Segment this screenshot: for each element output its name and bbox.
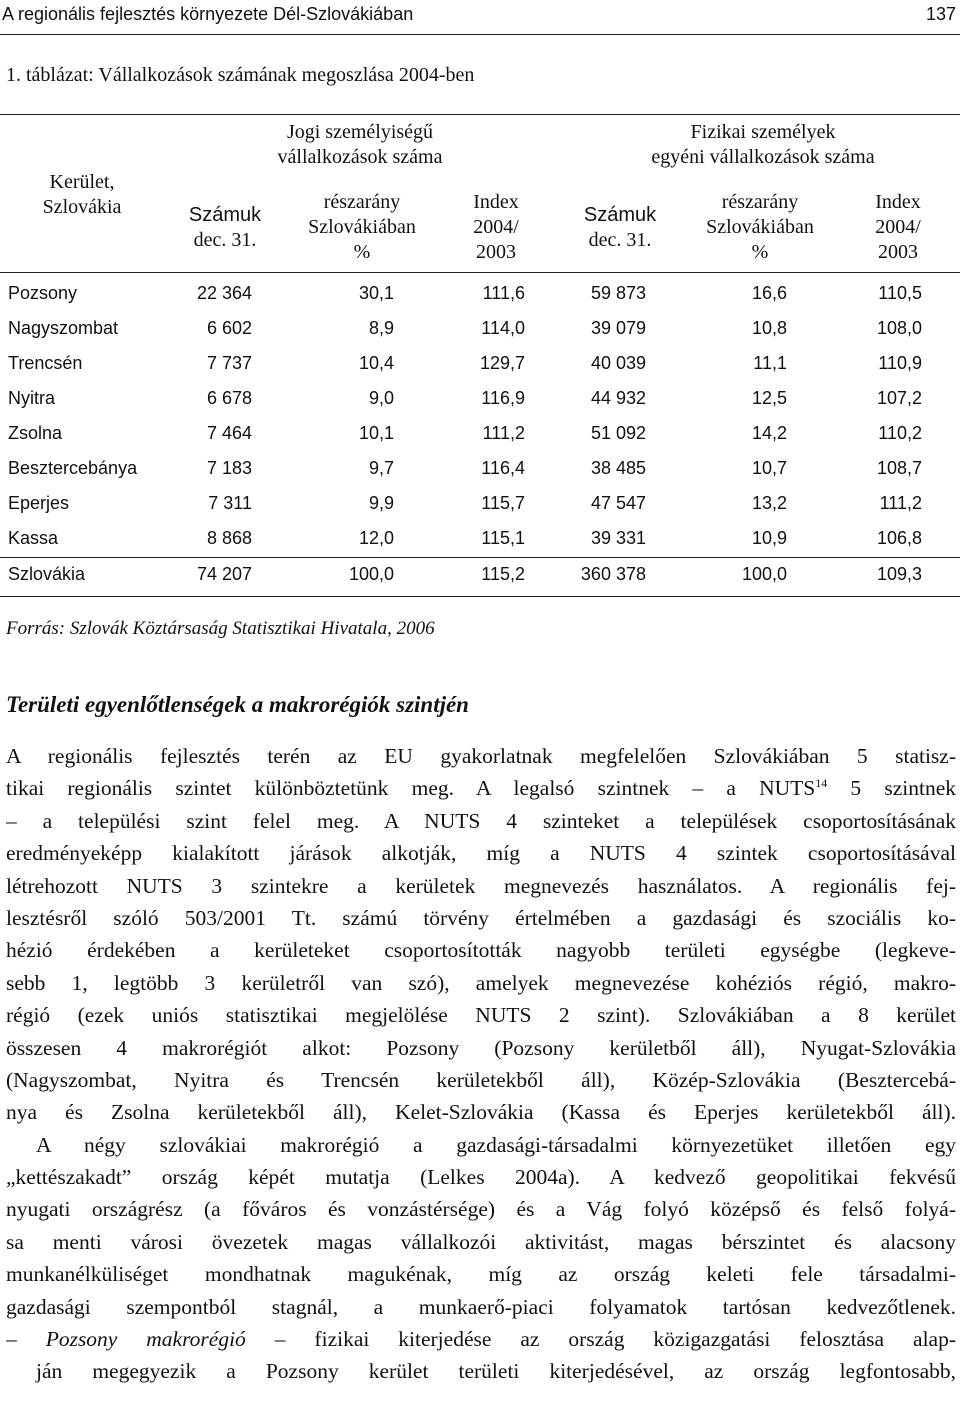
cell-legal-count: 7 183 (206, 458, 252, 478)
cell-physical-share: 10,7 (751, 458, 787, 478)
table-row (0, 522, 960, 557)
cell-legal-share: 9,0 (368, 388, 394, 408)
table-row (0, 452, 960, 487)
cell-district: Nyitra (8, 388, 56, 408)
cell-district: Eperjes (8, 493, 70, 513)
cell-district: Kassa (8, 528, 59, 548)
cell-legal-share: 100,0 (348, 564, 394, 584)
header-count-physical-line2: dec. 31. (588, 229, 652, 251)
body-line: régió (ezek uniós statisztikai megjelölése NUTS 2 szint). Szlovákiában a 8 kerület (6, 1003, 956, 1028)
cell-district: Besztercebánya (8, 458, 138, 478)
cell-legal-index: 115,7 (481, 493, 525, 513)
cell-legal-share: 9,7 (368, 458, 394, 478)
table-total-rule (0, 557, 960, 558)
body-text (6, 740, 956, 1388)
cell-legal-count: 74 207 (196, 564, 252, 584)
cell-legal-count: 8 868 (206, 528, 252, 548)
body-line: hézió érdekében a kerületeket csoportosították nagyobb területi egységbe (legkeve- (6, 938, 956, 963)
table-row (0, 487, 960, 522)
cell-physical-count: 39 079 (590, 318, 646, 338)
cell-legal-count: 7 737 (206, 353, 252, 373)
cell-physical-index: 110,9 (878, 353, 922, 373)
cell-physical-share: 16,6 (751, 283, 787, 303)
body-line-with-footnote (6, 772, 956, 804)
header-share-legal-line1: részarány (323, 191, 401, 213)
table-row (0, 277, 960, 312)
cell-physical-share: 11,1 (753, 353, 787, 373)
cell-physical-index: 110,2 (878, 423, 922, 443)
cell-legal-share: 30,1 (358, 283, 394, 303)
body-line: nya és Zsolna kerületekből áll), Kelet-Szlovákia (Kassa és Eperjes kerületekből áll). (6, 1100, 956, 1125)
header-index-legal-line3: 2003 (476, 241, 516, 263)
cell-district: Szlovákia (8, 564, 86, 584)
body-line-part: – fizikai kiterjedése az ország közigazgatási felosztása alap- (245, 1327, 956, 1352)
body-line-italic: Pozsony makrorégió (45, 1327, 246, 1352)
body-line-part: tikai regionális szintet különböztetünk meg. A legalsó szintnek – a NUTS (6, 776, 816, 801)
header-count-physical-line1: Számuk (583, 204, 657, 226)
body-line-part: – (6, 1327, 46, 1352)
cell-legal-index: 111,6 (482, 283, 525, 303)
table-row (0, 382, 960, 417)
body-line: sebb 1, legtöbb 3 kerületről van szó), amelyek megnevezése kohéziós régió, makro- (6, 970, 956, 995)
cell-physical-count: 39 331 (590, 528, 646, 548)
body-line: eredményeképp kialakított járások alkotják, míg a NUTS 4 szintek csoportosításával (6, 841, 956, 866)
cell-physical-index: 107,2 (876, 388, 922, 408)
cell-physical-count: 51 092 (590, 423, 646, 443)
header-legal-line1: Jogi személyiségű (286, 121, 434, 143)
header-index-legal-line1: Index (473, 191, 519, 213)
body-line: „kettészakadt” ország képét mutatja (Lelkes 2004a). A kedvező geopolitikai fekvésű (6, 1165, 956, 1190)
cell-legal-share: 10,4 (358, 353, 394, 373)
body-line-italic-start (6, 1323, 956, 1355)
cell-physical-share: 13,2 (751, 493, 787, 513)
header-district-line1: Kerület, (49, 171, 115, 193)
cell-physical-index: 109,3 (876, 564, 922, 584)
header-share-legal (282, 190, 442, 265)
cell-physical-count: 59 873 (590, 283, 646, 303)
body-line: sa menti városi övezetek magas vállalkozói aktivitást, magas bérszintet és alacsony (6, 1229, 956, 1254)
header-index-physical-line3: 2003 (878, 241, 918, 263)
cell-legal-count: 6 602 (206, 318, 252, 338)
header-index-legal-line2: 2004/ (473, 216, 519, 238)
cell-physical-index: 108,7 (876, 458, 922, 478)
header-index-physical-line1: Index (875, 191, 921, 213)
cell-physical-count: 47 547 (590, 493, 646, 513)
cell-physical-count: 44 932 (590, 388, 646, 408)
cell-legal-share: 12,0 (358, 528, 394, 548)
header-count-legal (170, 203, 280, 253)
header-index-physical (848, 190, 948, 265)
header-share-physical-line2: Szlovákiában (706, 216, 814, 238)
cell-legal-share: 10,1 (358, 423, 394, 443)
body-line: A négy szlovákiai makrorégió a gazdasági-társadalmi környezetüket illetően egy (36, 1132, 956, 1157)
header-count-legal-line2: dec. 31. (193, 229, 257, 251)
cell-physical-index: 108,0 (876, 318, 922, 338)
cell-physical-share: 100,0 (741, 564, 787, 584)
footnote-ref: 14 (815, 776, 828, 791)
header-count-physical (560, 203, 680, 253)
body-line: munkanélküliséget mondhatnak magukénak, míg az ország keleti fele társadalmi- (6, 1262, 956, 1287)
cell-physical-index: 106,8 (876, 528, 922, 548)
page-number: 137 (925, 4, 956, 24)
header-district (12, 170, 152, 220)
header-share-legal-line2: Szlovákiában (308, 216, 416, 238)
header-index-legal (446, 190, 546, 265)
cell-legal-index: 116,9 (481, 388, 525, 408)
body-line: gazdasági szempontból stagnál, a munkaerő-piaci folyamatok tartósan kedvezőtlenek. (6, 1294, 956, 1319)
header-share-physical (680, 190, 840, 265)
cell-legal-index: 115,1 (481, 528, 525, 548)
header-count-legal-line1: Számuk (188, 204, 262, 226)
table-bottom-rule (0, 596, 960, 597)
cell-legal-index: 116,4 (481, 458, 525, 478)
body-line: – a települési szint felel meg. A NUTS 4 szinteket a települések csoportosításának (6, 808, 956, 833)
header-index-physical-line2: 2004/ (875, 216, 921, 238)
body-line: nyugati országrész (a főváros és vonzástérsége) és a Vág folyó középső és felső folyá- (6, 1197, 956, 1222)
cell-district: Pozsony (8, 283, 78, 303)
table-row-total (0, 558, 960, 593)
cell-legal-index: 114,0 (481, 318, 525, 338)
cell-physical-count: 38 485 (590, 458, 646, 478)
header-physical-line1: Fizikai személyek (690, 121, 836, 143)
cell-legal-count: 7 464 (206, 423, 252, 443)
cell-physical-count: 360 378 (580, 564, 646, 584)
cell-legal-index: 111,2 (482, 423, 525, 443)
table-source: Forrás: Szlovák Köztársaság Statisztikai Hivatala, 2006 (6, 618, 435, 639)
header-legal-line2: vállalkozások száma (277, 146, 443, 168)
table-title: 1. táblázat: Vállalkozások számának megoszlása 2004-ben (6, 64, 475, 86)
header-physical-line2: egyéni vállalkozások száma (651, 146, 875, 168)
cell-legal-index: 115,2 (481, 564, 525, 584)
body-line: (Nagyszombat, Nyitra és Trencsén kerületekből áll), Közép-Szlovákia (Besztercebá- (6, 1067, 956, 1092)
cell-legal-share: 9,9 (368, 493, 394, 513)
header-share-legal-line3: % (353, 241, 371, 263)
table-row (0, 347, 960, 382)
body-line: A regionális fejlesztés terén az EU gyakorlatnak megfelelően Szlovákiában 5 statisz- (6, 744, 956, 768)
header-physical-group (608, 120, 918, 170)
cell-legal-count: 22 364 (196, 283, 252, 303)
header-district-line2: Szlovákia (42, 196, 122, 218)
cell-physical-share: 10,9 (751, 528, 787, 548)
running-head (2, 4, 956, 26)
cell-district: Trencsén (8, 353, 83, 373)
running-head-title: A regionális fejlesztés környezete Dél-Szlovákiában (2, 4, 414, 24)
cell-physical-share: 14,2 (751, 423, 787, 443)
header-share-physical-line1: részarány (721, 191, 799, 213)
cell-district: Nagyszombat (8, 318, 119, 338)
cell-district: Zsolna (8, 423, 63, 443)
body-line: létrehozott NUTS 3 szintekre a kerületek megnevezés használatos. A regionális fej- (6, 873, 956, 898)
cell-physical-share: 12,5 (751, 388, 787, 408)
cell-legal-count: 7 311 (208, 493, 252, 513)
body-line-part: 5 szintnek (827, 776, 956, 801)
header-legal-group (240, 120, 480, 170)
header-rule (0, 34, 960, 35)
cell-physical-index: 110,5 (878, 283, 922, 303)
body-line: ján megegyezik a Pozsony kerület területi kiterjedésével, az ország legfontosabb, (36, 1359, 956, 1384)
cell-legal-index: 129,7 (479, 353, 525, 373)
table-top-rule (0, 114, 960, 115)
cell-physical-share: 10,8 (751, 318, 787, 338)
header-share-physical-line3: % (751, 241, 769, 263)
cell-physical-count: 40 039 (590, 353, 646, 373)
table-header-rule (0, 272, 960, 273)
body-line: összesen 4 makrorégiót alkot: Pozsony (Pozsony kerületből áll), Nyugat-Szlovákia (6, 1035, 956, 1060)
cell-legal-count: 6 678 (206, 388, 252, 408)
body-line: lesztésről szóló 503/2001 Tt. számú törvény értelmében a gazdasági és szociális ko- (6, 905, 956, 930)
cell-physical-index: 111,2 (879, 493, 922, 513)
cell-legal-share: 8,9 (368, 318, 394, 338)
table-row (0, 417, 960, 452)
section-title: Területi egyenlőtlenségek a makrorégiók szintjén (6, 692, 469, 717)
table-row (0, 312, 960, 347)
